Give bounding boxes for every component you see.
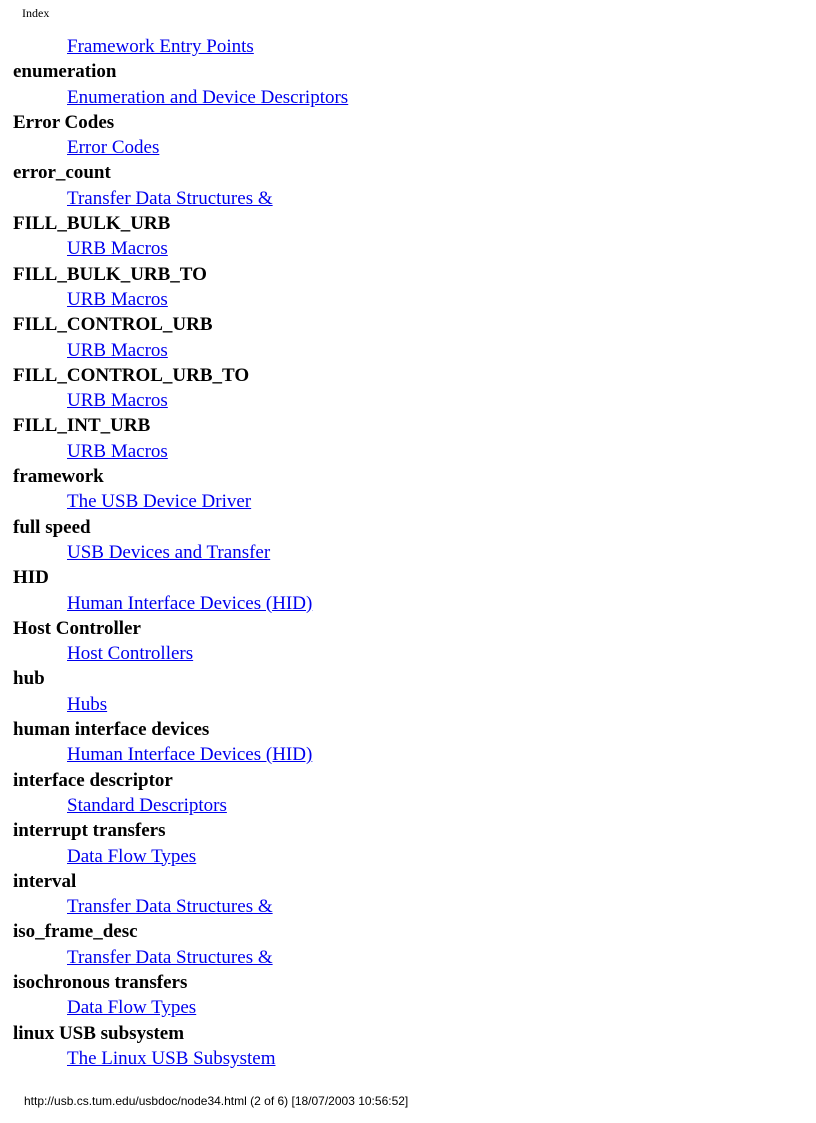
index-term: FILL_CONTROL_URB [13,314,213,336]
index-term: framework [13,466,104,488]
index-ref-line [13,439,793,464]
index-link[interactable]: Data Flow Types [67,845,197,867]
index-entry [13,464,793,515]
index-term: full speed [13,516,91,538]
index-link[interactable]: URB Macros [67,238,168,260]
index-entry [13,616,793,667]
index-term: FILL_INT_URB [13,415,151,437]
index-term: hub [13,668,45,690]
index-ref-line [13,995,793,1020]
index-link[interactable]: Standard Descriptors [67,794,227,816]
index-term: interrupt transfers [13,820,166,842]
index-link[interactable]: USB Devices and Transfer [67,541,271,563]
index-link[interactable]: URB Macros [67,390,168,412]
index-link[interactable]: Transfer Data Structures & [67,946,273,968]
index-ref-line [13,338,793,363]
index-link[interactable]: Data Flow Types [67,997,197,1019]
index-ref-line [13,135,793,160]
index-entry [13,413,793,464]
index-entry [13,59,793,110]
index-entry [13,160,793,211]
index-ref-line [13,844,793,869]
index-term: linux USB subsystem [13,1022,185,1044]
index-entry [13,312,793,363]
index-term: isochronous transfers [13,971,188,993]
index-entry [13,717,793,768]
index-link[interactable]: Human Interface Devices (HID) [67,744,313,766]
index-ref-line [13,1046,793,1071]
index-ref-line [13,894,793,919]
index-term: interface descriptor [13,769,173,791]
index-ref-line [13,186,793,211]
index-entry [13,1021,793,1072]
index-link[interactable]: The USB Device Driver [67,491,252,513]
index-entry [13,262,793,313]
index-entry [13,919,793,970]
index-ref-line [13,287,793,312]
index-ref-line [13,540,793,565]
index-term: interval [13,870,77,892]
index-term: enumeration [13,61,117,83]
index-term: human interface devices [13,719,210,741]
index-link[interactable]: Transfer Data Structures & [67,187,273,209]
index-ref-line [13,945,793,970]
index-link[interactable]: URB Macros [67,440,168,462]
index-ref-line [13,742,793,767]
index-ref-line [13,34,793,59]
index-ref-line [13,236,793,261]
index-list [13,34,793,1071]
index-entry [13,211,793,262]
page-footer-url: http://usb.cs.tum.edu/usbdoc/node34.html (2 of 6) [18/07/2003 10:56:52] [24,1094,409,1108]
index-term: FILL_BULK_URB [13,213,171,235]
index-ref-line [13,692,793,717]
index-link[interactable]: Transfer Data Structures & [67,896,273,918]
index-link[interactable]: URB Macros [67,288,168,310]
index-entries [13,59,793,1071]
index-entry [13,666,793,717]
index-link[interactable]: Human Interface Devices (HID) [67,592,313,614]
index-term: HID [13,567,49,589]
index-link[interactable]: Enumeration and Device Descriptors [67,86,349,108]
index-link[interactable]: Hubs [67,693,108,715]
index-term: Error Codes [13,111,115,133]
index-term: Host Controller [13,617,141,639]
index-link[interactable]: Host Controllers [67,643,194,665]
index-link[interactable]: The Linux USB Subsystem [67,1047,276,1069]
index-term: iso_frame_desc [13,921,138,943]
index-ref-line [13,641,793,666]
page-header-title: Index [22,6,50,20]
index-ref-line [13,793,793,818]
index-link[interactable]: URB Macros [67,339,168,361]
index-entry [13,869,793,920]
index-entry [13,363,793,414]
index-link[interactable]: Framework Entry Points [67,36,254,57]
index-entry [13,818,793,869]
index-ref-line [13,85,793,110]
index-link[interactable]: Error Codes [67,137,160,159]
index-term: FILL_BULK_URB_TO [13,263,207,285]
index-term: FILL_CONTROL_URB_TO [13,364,250,386]
index-ref-line [13,388,793,413]
index-ref-line [13,489,793,514]
index-term: error_count [13,162,111,184]
index-entry [13,110,793,161]
index-entry [13,565,793,616]
index-entry [13,970,793,1021]
index-ref-line [13,591,793,616]
index-entry [13,768,793,819]
index-entry [13,515,793,566]
